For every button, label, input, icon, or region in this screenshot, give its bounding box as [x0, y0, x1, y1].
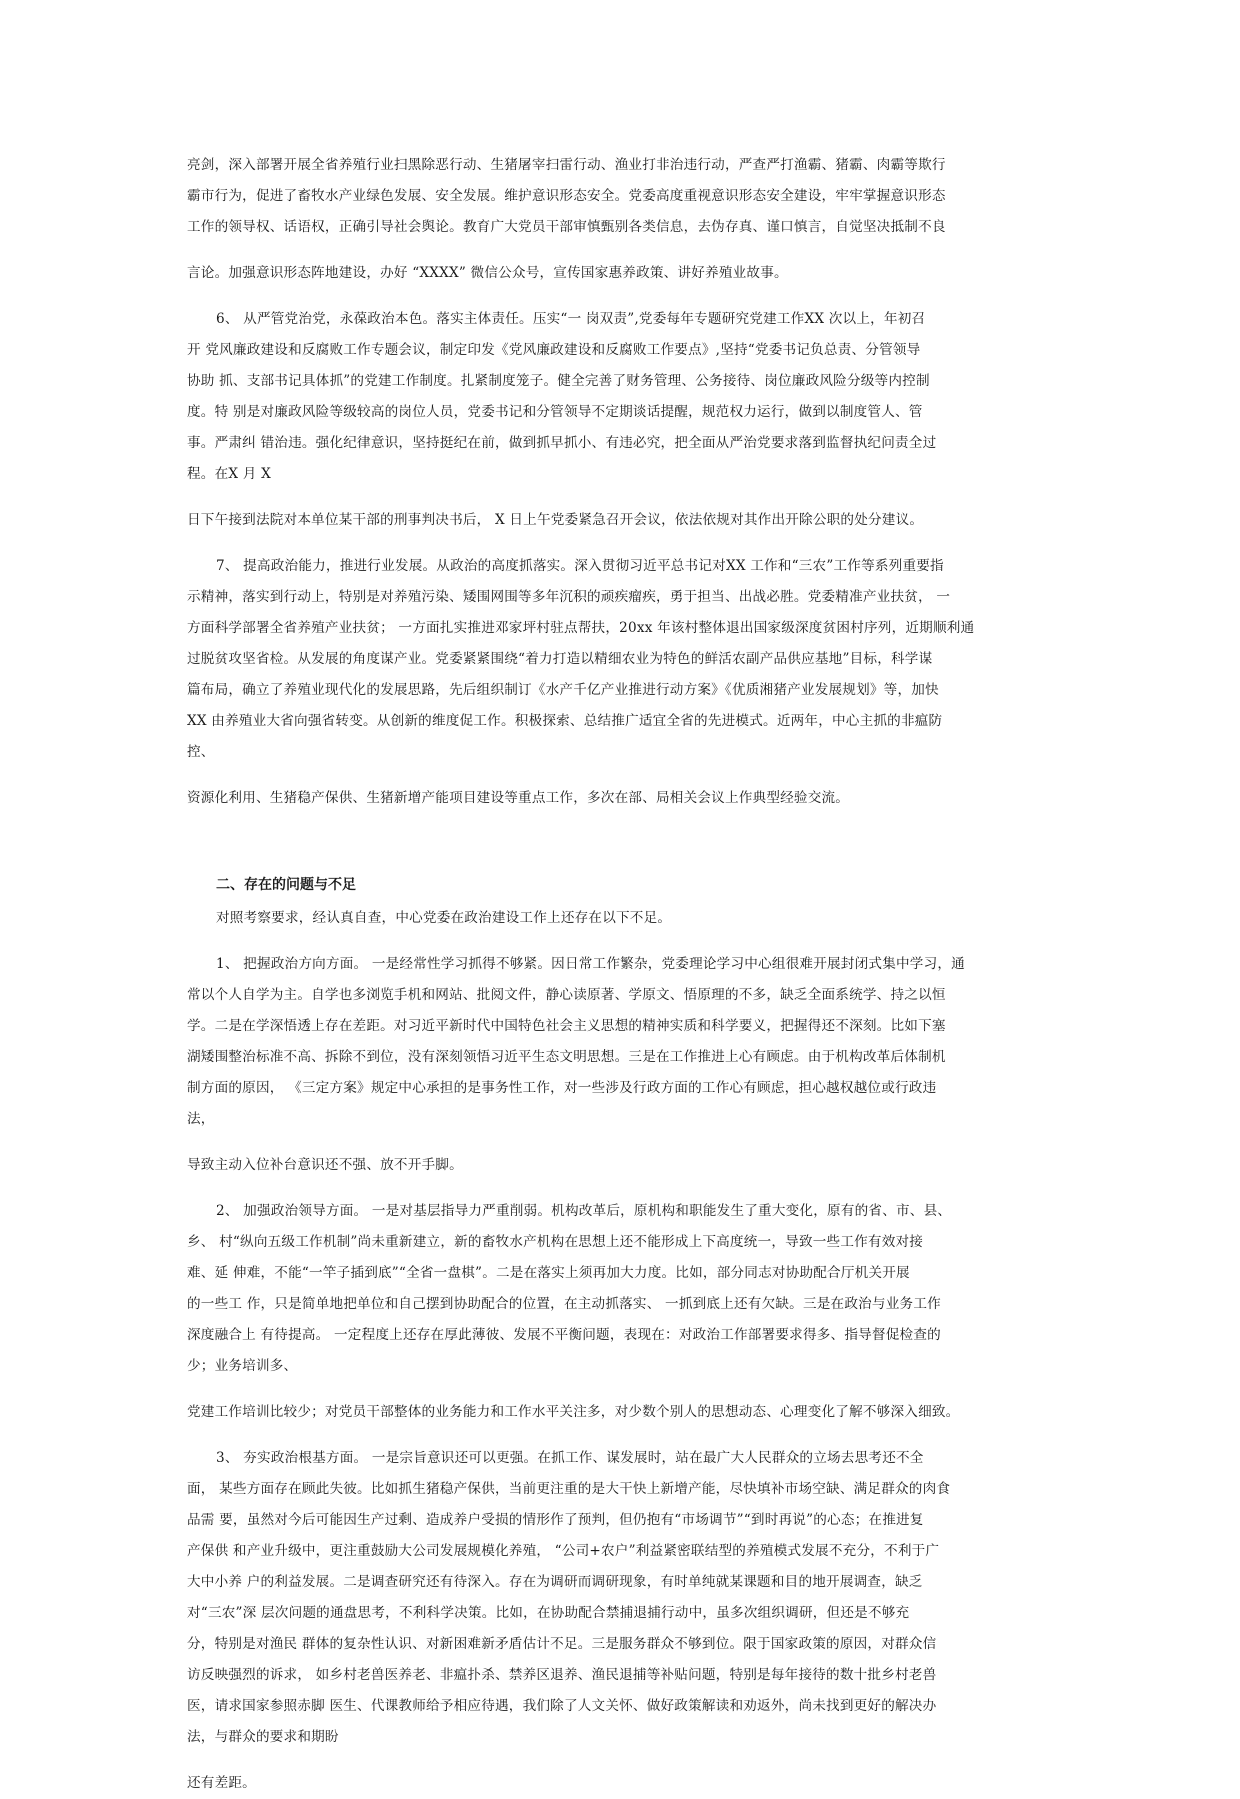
paragraph-problem-1 [187, 949, 1055, 1181]
text-line: 法，与群众的要求和期盼 [187, 1729, 339, 1745]
text-line: 大中小养 户的利益发展。二是调查研究还有待深入。存在为调研而调研现象，有时单纯就某课题和目的地开展调查，缺乏 [187, 1574, 923, 1590]
text-line: 资源化利用、生猪稳产保供、生猪新增产能项目建设等重点工作，多次在部、局相关会议上作典型经验交流。 [187, 790, 850, 806]
text-line: 言论。加强意识形态阵地建设，办好 “XXXX” 微信公众号，宣传国家惠养政策、讲好养殖业故事。 [187, 265, 788, 281]
text-line: 霸市行为，促进了畜牧水产业绿色发展、安全发展。维护意识形态安全。党委高度重视意识形态安全建设，牢牢掌握意识形态 [187, 188, 946, 204]
paragraph-item-7 [187, 551, 1055, 814]
text-line: 面， 某些方面存在顾此失彼。比如抓生猪稳产保供，当前更注重的是大干快上新增产能，尽快填补市场空缺、满足群众的肉食 [187, 1481, 951, 1497]
text-line: 日下午接到法院对本单位某干部的刑事判决书后， X 日上午党委紧急召开会议，依法依规对其作出开除公职的处分建议。 [187, 512, 924, 528]
text-line: 学。二是在学深悟透上存在差距。对习近平新时代中国特色社会主义思想的精神实质和科学要义，把握得还不深刻。比如下塞 [187, 1018, 946, 1034]
text-line: 法， [187, 1111, 215, 1127]
text-line: 程。在X 月 X [187, 466, 271, 482]
text-line: 还有差距。 [187, 1775, 256, 1791]
text-line: 1、 把握政治方向方面。 一是经常性学习抓得不够紧。因日常工作繁杂，党委理论学习中心组很难开展封闭式集中学习，通 [216, 956, 965, 972]
text-line: 示精神，落实到行动上，特别是对养殖污染、矮围网围等多年沉积的顽疾瘤疾，勇于担当、出战必胜。党委精准产业扶贫， 一 [187, 589, 951, 605]
paragraph-problem-2 [187, 1196, 1055, 1428]
text-line: 2、 加强政治领导方面。 一是对基层指导力严重削弱。机构改革后，原机构和职能发生了重大变化，原有的省、市、县、 [216, 1203, 952, 1219]
text-line: 制方面的原因， 《三定方案》规定中心承担的是事务性工作，对一些涉及行政方面的工作心有顾虑，担心越权越位或行政违 [187, 1080, 937, 1096]
text-line: 导致主动入位补台意识还不强、放不开手脚。 [187, 1157, 463, 1173]
text-line: 常以个人自学为主。自学也多浏览手机和网站、批阅文件，静心读原著、学原文、悟原理的不多，缺乏全面系统学、持之以恒 [187, 987, 946, 1003]
text-line: 对“三农”深 层次问题的通盘思考，不利科学决策。比如，在协助配合禁捕退捕行动中，虽多次组织调研，但还是不够充 [187, 1605, 910, 1621]
text-line: XX 由养殖业大省向强省转变。从创新的维度促工作。积极探索、总结推广适宜全省的先进模式。近两年，中心主抓的非瘟防 [187, 713, 943, 729]
paragraph-ideology [187, 150, 1055, 289]
paragraph-item-6 [187, 304, 1055, 536]
text-line: 的一些工 作，只是简单地把单位和自己摆到协助配合的位置，在主动抓落实、 一抓到底上还有欠缺。三是在政治与业务工作 [187, 1296, 941, 1312]
text-line: 党建工作培训比较少；对党员干部整体的业务能力和工作水平关注多，对少数个别人的思想动态、心理变化了解不够深入细致。 [187, 1404, 960, 1420]
text-line: 少；业务培训多、 [187, 1358, 298, 1374]
text-line: 工作的领导权、话语权，正确引导社会舆论。教育广大党员干部审慎甄别各类信息，去伪存真、谨口慎言，自觉坚决抵制不良 [187, 219, 946, 235]
document-body [187, 150, 1055, 1799]
text-line: 访反映强烈的诉求， 如乡村老兽医养老、非瘟扑杀、禁养区退养、渔民退捕等补贴问题，特别是每年接待的数十批乡村老兽 [187, 1667, 937, 1683]
text-line: 事。严肃纠 错治违。强化纪律意识，坚持挺纪在前，做到抓早抓小、有违必究，把全面从严治党要求落到监督执纪问责全过 [187, 435, 937, 451]
text-line: 亮剑，深入部署开展全省养殖行业扫黑除恶行动、生猪屠宰扫雷行动、渔业打非治违行动，严查严打渔霸、猪霸、肉霸等欺行 [187, 157, 946, 173]
text-line: 湖矮围整治标准不高、拆除不到位，没有深刻领悟习近平生态文明思想。三是在工作推进上心有顾虑。由于机构改革后体制机 [187, 1049, 946, 1065]
text-line: 篇布局，确立了养殖业现代化的发展思路，先后组织制订《水产千亿产业推进行动方案》《优质湘猪产业发展规划》等，加快 [187, 682, 939, 698]
text-line: 3、 夯实政治根基方面。 一是宗旨意识还可以更强。在抓工作、谋发展时，站在最广大人民群众的立场去思考还不全 [216, 1450, 924, 1466]
section-intro: 对照考察要求，经认真自查，中心党委在政治建设工作上还存在以下不足。 [216, 910, 672, 926]
text-line: 乡、 村“纵向五级工作机制”尚未重新建立，新的畜牧水产机构在思想上还不能形成上下高度统一，导致一些工作有效对接 [187, 1234, 924, 1250]
text-line: 7、 提高政治能力，推进行业发展。从政治的高度抓落实。深入贯彻习近平总书记对XX 工作和“三农”工作等系列重要指 [216, 558, 944, 574]
text-line: 难、延 伸难，不能“一竿子插到底”“全省一盘棋”。二是在落实上须再加大力度。比如，部分同志对协助配合厅机关开展 [187, 1265, 910, 1281]
text-line: 度。特 别是对廉政风险等级较高的岗位人员，党委书记和分管领导不定期谈话提醒，规范权力运行，做到以制度管人、管 [187, 404, 923, 420]
text-line: 医，请求国家参照赤脚 医生、代课教师给予相应待遇，我们除了人文关怀、做好政策解读和劝返外，尚未找到更好的解决办 [187, 1698, 937, 1714]
text-line: 6、 从严管党治党，永葆政治本色。落实主体责任。压实“一 岗双责”,党委每年专题研究党建工作XX 次以上，年初召 [216, 311, 926, 327]
text-line: 控、 [187, 744, 215, 760]
text-line: 品需 要，虽然对今后可能因生产过剩、造成养户受损的情形作了预判，但仍抱有“市场调节”“到时再说”的心态；在推进复 [187, 1512, 924, 1528]
text-line: 产保供 和产业升级中，更注重鼓励大公司发展规模化养殖， “公司+农户”利益紧密联结型的养殖模式发展不充分，不利于广 [187, 1543, 940, 1559]
text-line: 深度融合上 有待提高。 一定程度上还存在厚此薄彼、发展不平衡问题，表现在：对政治工作部署要求得多、指导督促检查的 [187, 1327, 941, 1343]
text-line: 方面科学部署全省养殖产业扶贫； 一方面扎实推进邓家坪村驻点帮扶，20xx 年该村整体退出国家级深度贫困村序列，近期顺利通 [187, 620, 975, 636]
paragraph-problem-3 [187, 1443, 1055, 1799]
text-line: 协助 抓、支部书记具体抓”的党建工作制度。扎紧制度笼子。健全完善了财务管理、公务接待、岗位廉政风险分级等内控制 [187, 373, 930, 389]
text-line: 分，特别是对渔民 群体的复杂性认识、对新困难新矛盾估计不足。三是服务群众不够到位。限于国家政策的原因，对群众信 [187, 1636, 937, 1652]
text-line: 过脱贫攻坚省检。从发展的角度谋产业。党委紧紧围绕“着力打造以精细农业为特色的鲜活农副产品供应基地”目标，科学谋 [187, 651, 933, 667]
text-line: 开 党风廉政建设和反腐败工作专题会议，制定印发《党风廉政建设和反腐败工作要点》,坚持“党委书记负总责、分管领导 [187, 342, 921, 358]
section-heading: 二、存在的问题与不足 [216, 877, 356, 893]
